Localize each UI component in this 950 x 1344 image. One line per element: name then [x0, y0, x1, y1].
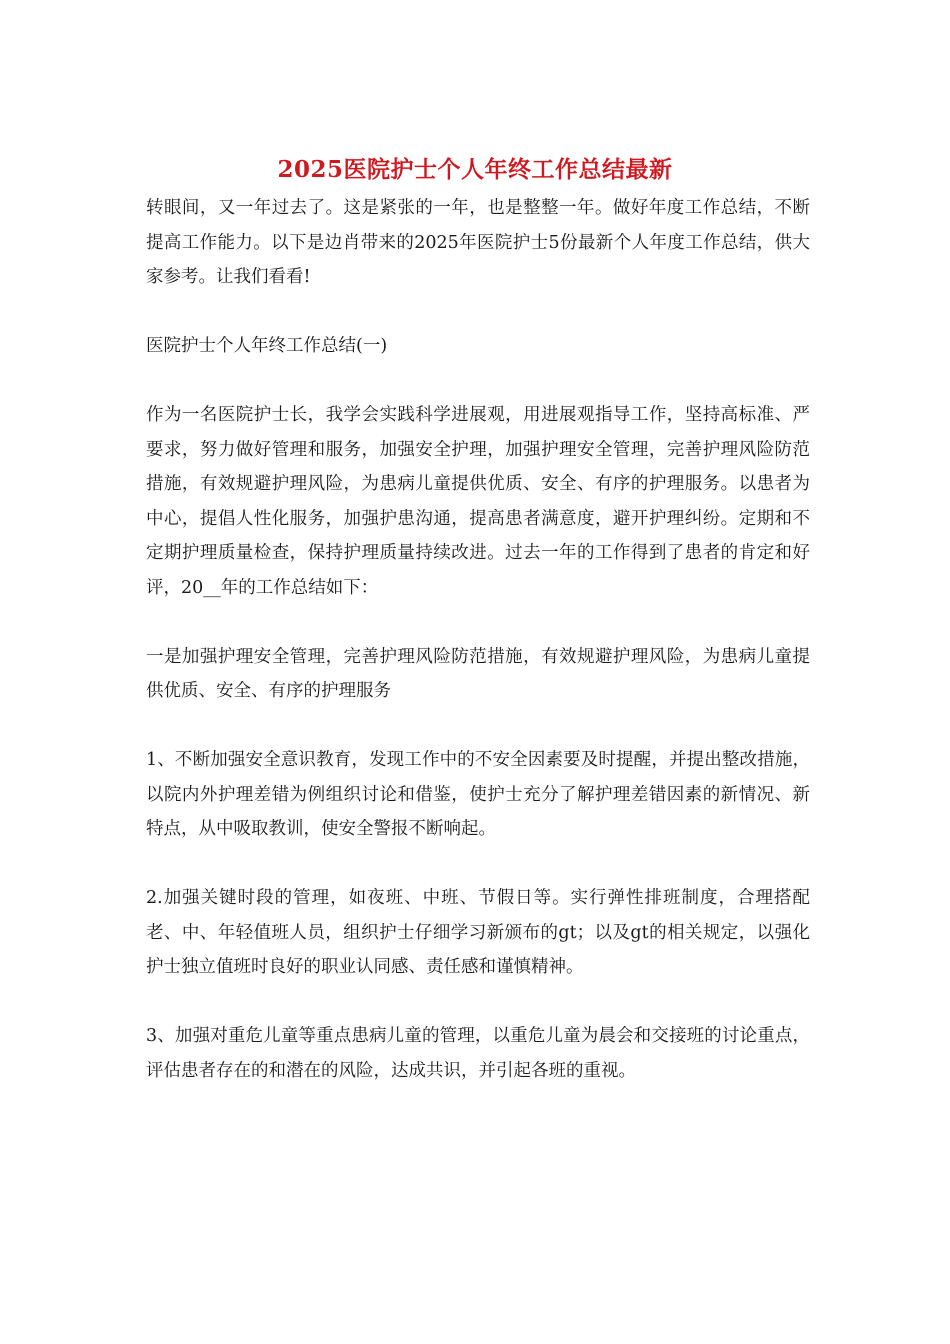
document-title: 2025医院护士个人年终工作总结最新 [277, 156, 673, 183]
paragraph-overview: 作为一名医院护士长，我学会实践科学进展观，用进展观指导工作，坚持高标准、严要求，努力做好管理和服务，加强安全护理，加强护理安全管理，完善护理风险防范措施，有效规避护理风险，为患病儿童提供优质、安全、有序的护理服务。以患者为中心，提倡人性化服务，加强护患沟通，提高患者满意度，避开护理纠纷。定期和不定期护理质量检查，保持护理质量持续改进。过去一年的工作得到了患者的肯定和好评，20__年的工作总结如下： [146, 405, 810, 598]
paragraph-item-3: 3、加强对重危儿童等重点患病儿童的管理，以重危儿童为晨会和交接班的讨论重点，评估患者存在的和潜在的风险，达成共识，并引起各班的重视。 [146, 1026, 810, 1081]
paragraph-intro: 转眼间，又一年过去了。这是紧张的一年，也是整整一年。做好年度工作总结，不断提高工作能力。以下是边肖带来的2025年医院护士5份最新个人年度工作总结，供大家参考。让我们看看! [146, 198, 810, 287]
paragraph-point-one: 一是加强护理安全管理，完善护理风险防范措施，有效规避护理风险，为患病儿童提供优质、安全、有序的护理服务 [146, 646, 810, 701]
paragraph-item-1: 1、不断加强安全意识教育，发现工作中的不安全因素要及时提醒，并提出整改措施，以院内外护理差错为例组织讨论和借鉴，使护士充分了解护理差错因素的新情况、新特点，从中吸取教训，使安全警报不断响起。 [146, 750, 810, 839]
document-body [146, 191, 810, 1123]
paragraph-item-2: 2.加强关键时段的管理，如夜班、中班、节假日等。实行弹性排班制度，合理搭配老、中、年轻值班人员，组织护士仔细学习新颁布的gt；以及gt的相关规定，以强化护士独立值班时良好的职业认同感、责任感和谨慎精神。 [146, 888, 810, 977]
section-heading: 医院护士个人年终工作总结(一) [146, 336, 388, 356]
